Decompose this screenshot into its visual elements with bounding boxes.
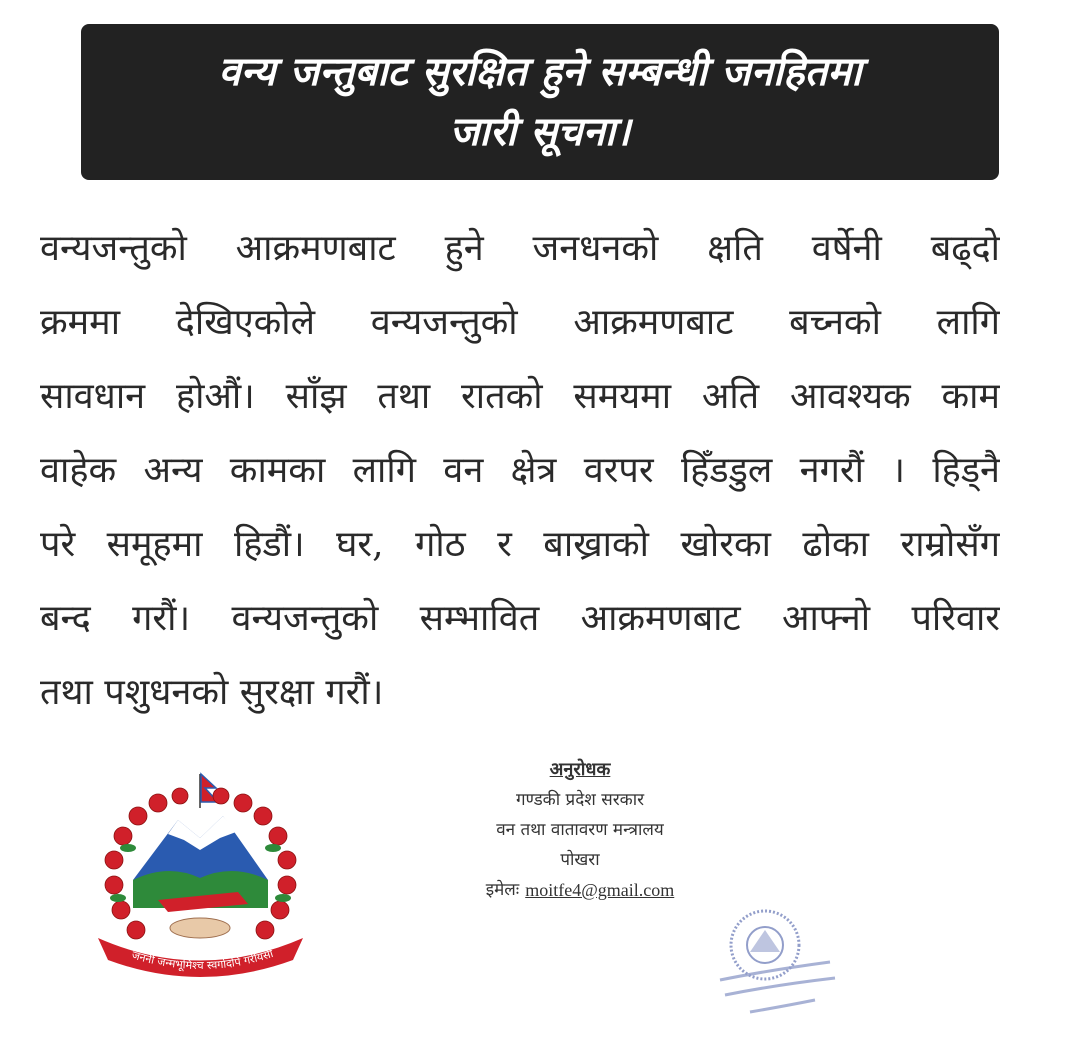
nepal-emblem-icon <box>88 768 313 983</box>
body-line: वाहेक अन्य कामका लागि वन क्षेत्र वरपर हिँडडुल नगरौं । हिड्नै <box>40 450 1000 491</box>
notice-body <box>40 212 1000 730</box>
body-line: बन्द गरौं। वन्यजन्तुको सम्भावित आक्रमणबाट आफ्नो परिवार <box>40 598 1000 639</box>
emblem-motto: जननी जन्मभूमिश्च स्वर्गादपि गरीयसी <box>130 946 275 973</box>
body-line: वन्यजन्तुको आक्रमणबाट हुने जनधनको क्षति वर्षेनी बढ्दो <box>40 228 1000 269</box>
body-line: परे समूहमा हिडौं। घर, गोठ र बाख्राको खोरका ढोका राम्रोसँग <box>40 524 1000 565</box>
signature-government: गण्डकी प्रदेश सरकार <box>515 790 645 810</box>
notice-title-line-1: वन्य जन्तुबाट सुरक्षित हुने सम्बन्धी जनहितमा <box>218 49 862 95</box>
signature-city: पोखरा <box>560 850 600 870</box>
signature-email-row <box>430 875 730 905</box>
body-line: तथा पशुधनको सुरक्षा गरौं। <box>40 672 384 713</box>
signature-block <box>430 755 730 905</box>
notice-title-line-2: जारी सूचना। <box>449 109 631 155</box>
email-link[interactable]: moitfe4@gmail.com <box>525 880 675 900</box>
body-line: सावधान होऔं। साँझ तथा रातको समयमा अति आवश्यक काम <box>40 376 1000 417</box>
body-line: क्रममा देखिएकोले वन्यजन्तुको आक्रमणबाट बच्नको लागि <box>40 302 1000 343</box>
notice-title-banner <box>81 24 999 180</box>
signature-heading: अनुरोधक <box>549 759 611 780</box>
signature-ministry: वन तथा वातावरण मन्त्रालय <box>496 820 664 840</box>
email-label: इमेलः <box>485 880 520 900</box>
office-seal-icon <box>710 900 850 1030</box>
